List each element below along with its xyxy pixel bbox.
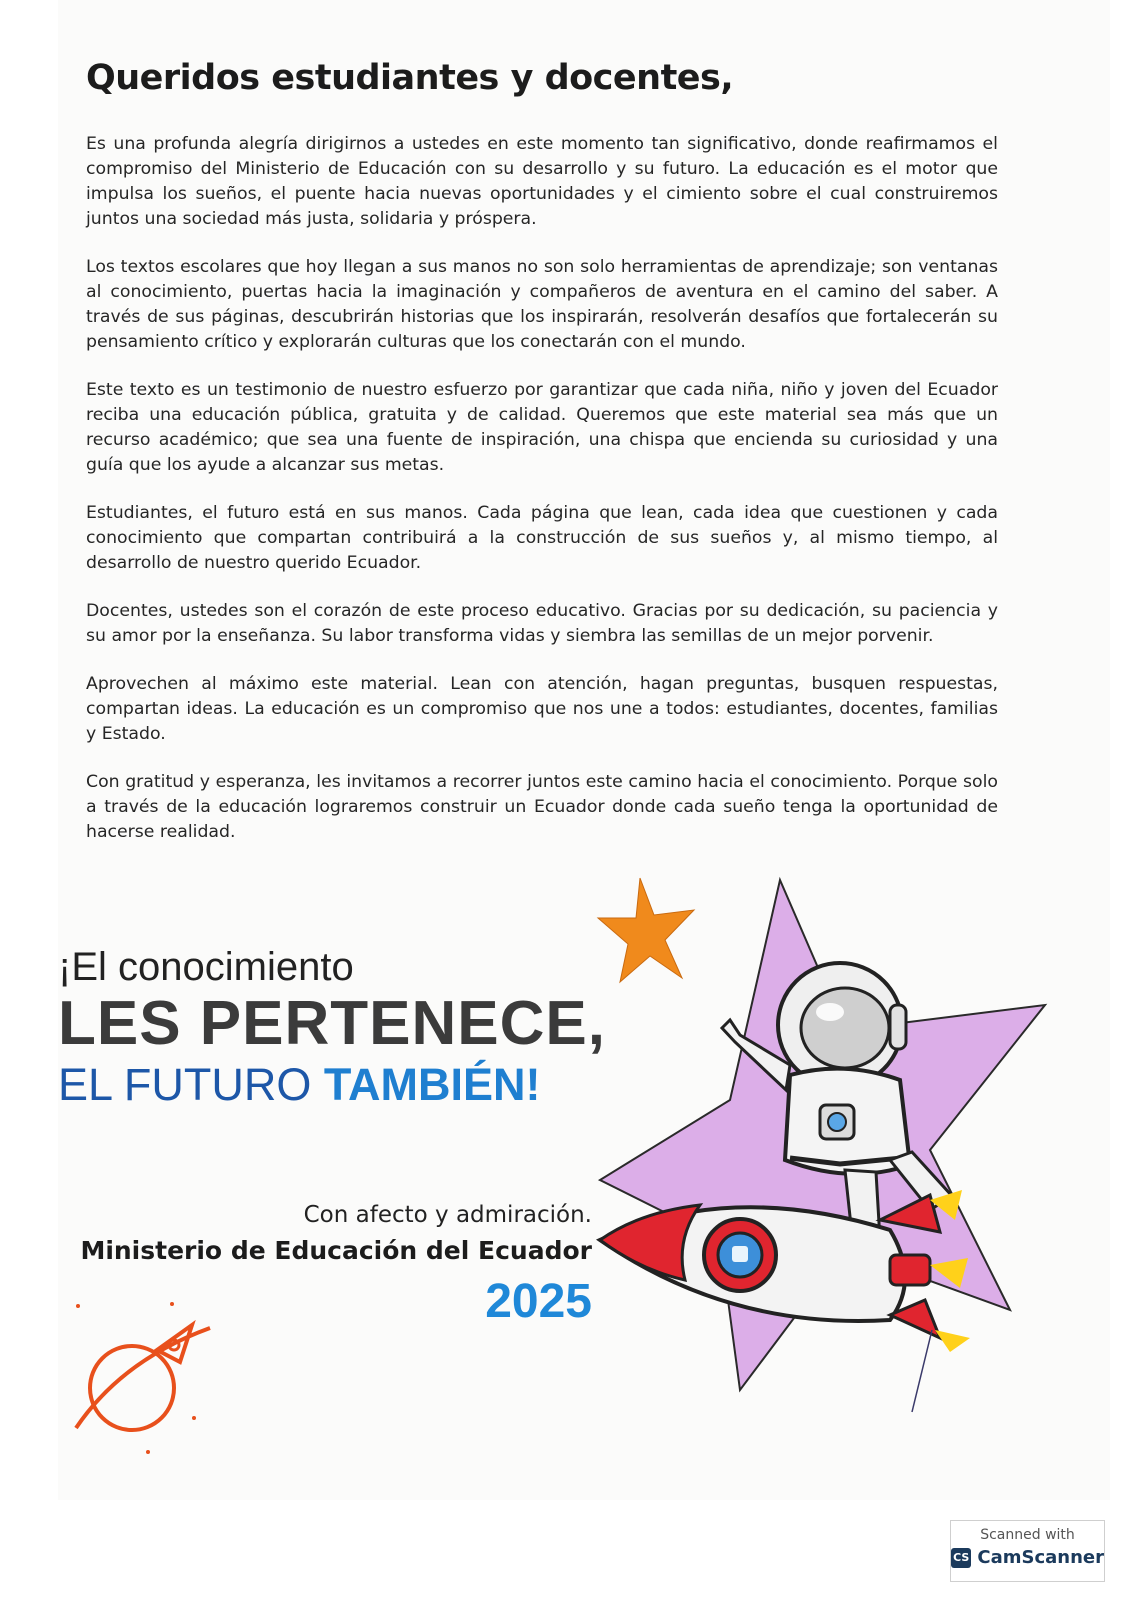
signature-greeting: Con afecto y admiración. — [303, 1202, 592, 1228]
letter-heading: Queridos estudiantes y docentes, — [86, 58, 734, 98]
letter-paragraph: Docentes, ustedes son el corazón de este proceso educativo. Gracias por su dedicación, su paciencia y su amor por la enseñanza. Su labor transforma vidas y siembra las semillas de un mejor porvenir. — [86, 601, 998, 646]
slogan-line-3 — [58, 1059, 618, 1111]
planet-rocket-icon — [62, 1300, 222, 1460]
signature-year: 2025 — [485, 1275, 592, 1328]
camscanner-logo-icon: CS — [951, 1548, 971, 1568]
slogan-line-3-plain: EL FUTURO — [58, 1059, 324, 1110]
slogan-line-1: ¡El conocimiento — [58, 945, 354, 989]
signature-organization: Ministerio de Educación del Ecuador — [80, 1236, 592, 1265]
letter-paragraph: Estudiantes, el futuro está en sus manos. Cada página que lean, cada idea que cuestionen y cada conocimiento que compartan contribuirá a la construcción de sus sueños y, al mismo tiempo, al desarrollo de nuestro querido Ecuador. — [86, 503, 998, 573]
letter-paragraph: Los textos escolares que hoy llegan a sus manos no son solo herramientas de aprendizaje; son ventanas al conocimiento, puertas hacia la imaginación y compañeros de aventura en el camino del saber. A través de sus páginas, descubrirán historias que los inspirarán, resolverán desafíos que fortalecerán su pensamiento crítico y explorarán culturas que los conectarán con el mundo. — [86, 257, 998, 352]
camscanner-watermark — [950, 1520, 1105, 1582]
letter-paragraph: Es una profunda alegría dirigirnos a ustedes en este momento tan significativo, donde reafirmamos el compromiso del Ministerio de Educación con su desarrollo y su futuro. La educación es el motor que impulsa los sueños, el puente hacia nuevas oportunidades y el cimiento sobre el cual construiremos juntos una sociedad más justa, solidaria y próspera. — [86, 134, 998, 229]
letter-body — [86, 132, 998, 868]
letter-paragraph: Aprovechen al máximo este material. Lean con atención, hagan preguntas, busquen respuestas, compartan ideas. La educación es un compromiso que nos une a todos: estudiantes, docentes, familias y Estado. — [86, 674, 998, 744]
slogan — [58, 945, 618, 1111]
slogan-line-2: LES PERTENECE, — [58, 989, 606, 1058]
watermark-brand — [951, 1547, 1104, 1568]
slogan-line-3-bold: TAMBIÉN! — [323, 1059, 541, 1110]
letter-paragraph: Este texto es un testimonio de nuestro esfuerzo por garantizar que cada niña, niño y joven del Ecuador reciba una educación pública, gratuita y de calidad. Queremos que este material sea más que un recurso académico; que sea una fuente de inspiración, una chispa que encienda su curiosidad y una guía que los ayude a alcanzar sus metas. — [86, 380, 998, 475]
letter-paragraph: Con gratitud y esperanza, les invitamos a recorrer juntos este camino hacia el conocimiento. Porque solo a través de la educación lograremos construir un Ecuador donde cada sueño tenga la oportunidad de hacerse realidad. — [86, 772, 998, 842]
astronaut-illustration — [590, 860, 1070, 1420]
watermark-name: CamScanner — [977, 1547, 1104, 1568]
star-icon — [598, 878, 694, 982]
watermark-caption: Scanned with — [980, 1527, 1075, 1543]
